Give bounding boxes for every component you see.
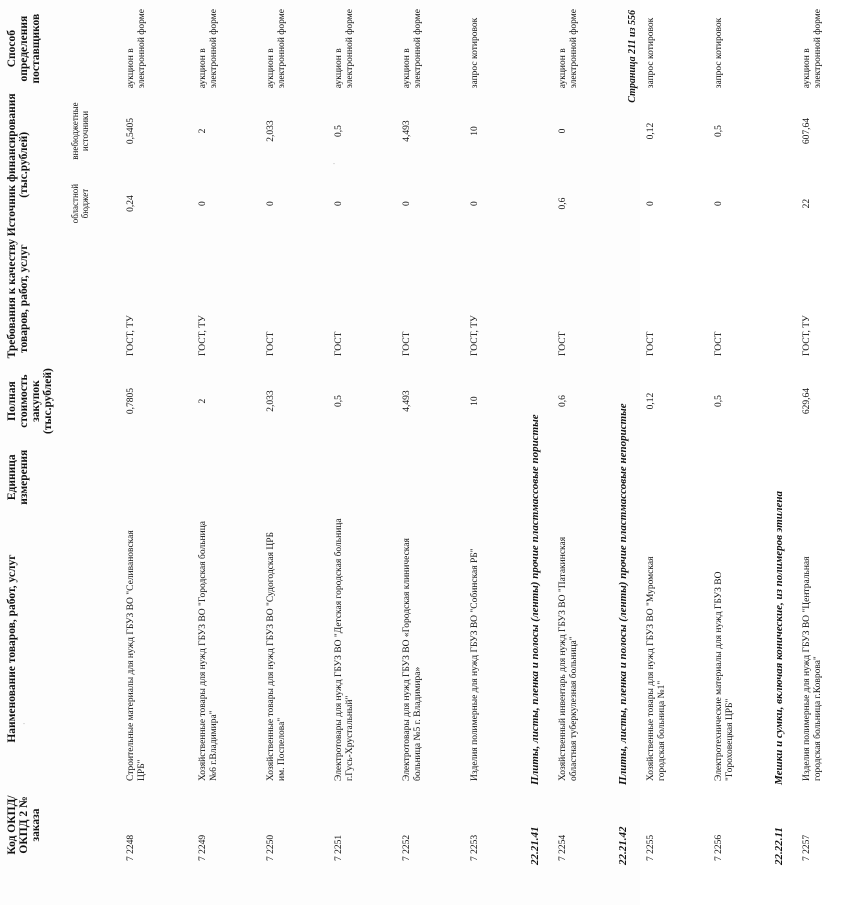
- table-row: [392, 5, 460, 865]
- row-requirements: ГОСТ, ТУ: [802, 315, 812, 356]
- row-financing-regional: 0: [470, 201, 480, 206]
- row-requirements: ГОСТ: [266, 331, 276, 356]
- section-title: Плиты, листы, пленка и полосы (ленты) прочие пластмассовые непористые: [617, 403, 629, 785]
- row-cost: 2: [198, 398, 208, 404]
- row-financing-regional: 0: [646, 201, 656, 206]
- section-row: [528, 5, 548, 865]
- row-code: 7 2257: [802, 834, 812, 861]
- row-code: 7 2253: [470, 834, 480, 861]
- table-row: [256, 5, 324, 865]
- row-financing-extra: 0,5405: [126, 117, 136, 145]
- row-code: 7 2254: [558, 834, 568, 861]
- header-requirements: Требования к качеству товаров, работ, услуг: [6, 238, 30, 359]
- row-cost: 0,5: [334, 395, 344, 408]
- section-code: 22.22.11: [773, 827, 785, 865]
- header-financing-extra: внебюджетные источники: [70, 102, 90, 160]
- row-method: аукцион в электронной форме: [402, 9, 423, 89]
- row-name: Строительные материалы для нужд ГБУЗ ВО "Селивановская ЦРБ": [126, 530, 147, 781]
- row-code: 7 2251: [334, 834, 344, 861]
- row-unit: [392, 442, 460, 512]
- row-method: запрос котировок: [714, 17, 724, 89]
- row-cost: 10: [470, 396, 480, 406]
- row-requirements: ГОСТ: [558, 331, 568, 356]
- header-code: Код ОКПД/ ОКПД 2 № заказа: [6, 795, 42, 855]
- section-title: Мешки и сумки, включая конические, из полимеров этилена: [773, 490, 785, 785]
- row-financing-extra: 607,64: [802, 117, 812, 145]
- row-financing-extra: 2,033: [266, 120, 276, 142]
- header-name: Наименование товаров, работ, услуг: [6, 554, 18, 743]
- row-method: аукцион в электронной форме: [126, 9, 147, 89]
- row-requirements: ГОСТ: [646, 331, 656, 356]
- header-unit: Единица измерения: [6, 449, 30, 505]
- row-cost: 4,493: [402, 390, 412, 412]
- header-financing-regional: областной бюджет: [70, 183, 90, 224]
- row-name: Электротовары для нужд ГБУЗ ВО «Городская клиническая больница №5 г. Владимира»: [402, 538, 423, 781]
- header-method: Способ определения поставщиков: [6, 13, 42, 84]
- row-name: Хозяйственные товары для нужд ГБУЗ ВО "Судогодская ЦРБ им. Поспелова": [266, 532, 287, 781]
- row-financing-regional: 22: [802, 198, 812, 209]
- row-financing-regional: 0: [714, 201, 724, 206]
- table-row: [636, 5, 704, 865]
- row-financing-regional: 0: [198, 201, 208, 206]
- table-row: [548, 5, 616, 865]
- row-unit: [548, 442, 616, 512]
- row-unit: [460, 442, 528, 512]
- row-method: аукцион в электронной форме: [558, 9, 579, 89]
- row-requirements: ГОСТ: [334, 331, 344, 356]
- row-method: аукцион в электронной форме: [198, 9, 219, 89]
- row-unit: [636, 442, 704, 512]
- row-requirements: ГОСТ: [714, 331, 724, 356]
- table-row: [704, 5, 772, 865]
- row-requirements: ГОСТ, ТУ: [198, 315, 208, 356]
- section-code: 22.21.42: [617, 826, 629, 865]
- header-financing: Источник финансирования (тыс.рублей): [6, 93, 30, 237]
- header-row: [6, 5, 70, 865]
- row-financing-extra: 10: [470, 126, 480, 136]
- table-row: [116, 5, 188, 865]
- header-cost: Полная стоимость закупок (тыс.рублей): [6, 368, 54, 434]
- row-code: 7 2249: [198, 834, 208, 861]
- row-requirements: ГОСТ: [402, 331, 412, 356]
- row-financing-extra: 0: [558, 128, 568, 134]
- table-row: [460, 5, 528, 865]
- row-name: Электротовары для нужд ГБУЗ ВО "Детская городская больница г.Гусь-Хрустальный": [334, 518, 355, 781]
- row-cost: 0,12: [646, 392, 656, 410]
- table-row: [792, 5, 860, 865]
- row-financing-extra: 4,493: [402, 120, 412, 142]
- scan-speck: ·: [20, 722, 29, 725]
- row-code: 7 2250: [266, 834, 276, 861]
- row-cost: 629,64: [802, 388, 812, 415]
- row-code: 7 2255: [646, 834, 656, 861]
- row-unit: [324, 442, 392, 512]
- table-row: [324, 5, 392, 865]
- section-row: [772, 5, 792, 865]
- row-unit: [256, 442, 324, 512]
- row-financing-regional: 0: [266, 201, 276, 206]
- row-name: Хозяйственные товары для нужд ГБУЗ ВО "Муромская городская больница №1": [646, 556, 667, 781]
- row-cost: 0,5: [714, 395, 724, 408]
- row-financing-extra: 2: [198, 128, 208, 134]
- page-number: Страница 211 из 556: [627, 10, 638, 103]
- row-code: 7 2256: [714, 834, 724, 861]
- row-cost: 2,033: [266, 390, 276, 412]
- row-code: 7 2252: [402, 834, 412, 861]
- procurement-table: [6, 5, 860, 865]
- row-requirements: ГОСТ, ТУ: [470, 315, 480, 356]
- table-row: [188, 5, 256, 865]
- row-unit: [792, 442, 860, 512]
- row-unit: [188, 442, 256, 512]
- row-name: Изделия полимерные для нужд ГБУЗ ВО "Центральная городская больница г.Коврова": [802, 556, 823, 781]
- row-method: аукцион в электронной форме: [802, 9, 823, 89]
- row-financing-extra: 0,5: [334, 125, 344, 137]
- row-method: аукцион в электронной форме: [334, 9, 355, 89]
- section-title: Плиты, листы, пленка и полосы (ленты) прочие пластмассовые пористые: [529, 414, 541, 785]
- row-cost: 0,6: [558, 395, 568, 408]
- row-method: запрос котировок: [646, 17, 656, 89]
- table-body: [116, 5, 860, 865]
- row-name: Электротехнические материалы для нужд ГБУЗ ВО "Гороховецкая ЦРБ": [714, 571, 735, 781]
- row-name: Хозяйственные товары для нужд ГБУЗ ВО "Городская больница №6 г.Владимира": [198, 521, 219, 781]
- row-financing-regional: 0: [402, 201, 412, 206]
- row-financing-regional: 0,6: [558, 197, 568, 210]
- section-code: 22.21.41: [529, 826, 541, 865]
- row-cost: 0,7805: [126, 388, 136, 415]
- row-method: аукцион в электронной форме: [266, 9, 287, 89]
- row-name: Изделия полимерные для нужд ГБУЗ ВО "Собинская РБ": [470, 548, 480, 781]
- row-financing-extra: 0,5: [714, 125, 724, 137]
- row-financing-regional: 0: [334, 201, 344, 206]
- row-code: 7 2248: [126, 834, 136, 861]
- row-unit: [704, 442, 772, 512]
- row-financing-regional: 0,24: [126, 195, 136, 212]
- row-financing-extra: 0,12: [646, 122, 656, 140]
- row-unit: [116, 442, 188, 512]
- row-name: Хозяйственный инвентарь для нужд ГБУЗ ВО "Патакинская областная туберкулезная больница": [558, 536, 579, 781]
- section-row: [616, 5, 636, 865]
- row-requirements: ГОСТ, ТУ: [126, 315, 136, 356]
- scan-speck: ·: [330, 162, 339, 165]
- row-method: запрос котировок: [470, 17, 480, 89]
